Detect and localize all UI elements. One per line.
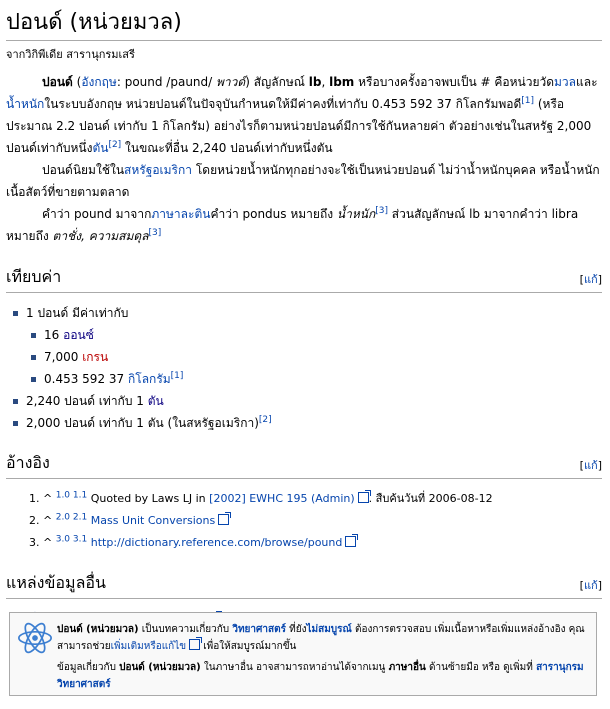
ton-link[interactable]: ตัน — [147, 394, 164, 408]
reference-link[interactable]: Mass Unit Conversions — [90, 514, 216, 527]
reference-link[interactable]: http://dictionary.reference.com/browse/pound — [90, 536, 343, 549]
external-link-icon — [358, 492, 369, 503]
edit-link[interactable]: แก้ — [583, 273, 598, 286]
ref-link[interactable]: [3] — [148, 228, 162, 238]
ref-link[interactable]: [1] — [170, 371, 184, 381]
list-item: 7,000 เกรน — [44, 347, 602, 367]
reference-item: 2. ^ $^{2.0 2.1}$ Mass Unit Conversions — [43, 511, 602, 531]
paragraph-usage: ปอนด์นิยมใช้ในสหรัฐอเมริกา โดยหน่วยน้ำหนักทุกอย่างจะใช้เป็นหน่วยปอนด์ ไม่ว่าน้ำหนักบุคคล หรือน้ำหนักเนื้อสัตว์ที่ขายตามตลาด — [6, 163, 600, 199]
ref-link[interactable]: [3] — [375, 206, 388, 216]
ref-link[interactable]: [2] — [108, 140, 122, 150]
edit-section-external: [แก้] — [579, 579, 602, 592]
section-heading-external: แหล่งข้อมูลอื่น [แก้] — [6, 571, 602, 599]
edit-section-compare: [แก้] — [579, 273, 602, 286]
stub-notice — [9, 612, 597, 696]
list-item: 2,240 ปอนด์ เท่ากับ 1 ตัน — [26, 391, 602, 411]
reference-item: 1. ^ $^{1.0 1.1}$ Quoted by Laws LJ in [2002] EWHC 195 (Admin) . สืบค้นวันที่ 2006-08-12 — [43, 489, 602, 509]
list-item: 2,000 ปอนด์ เท่ากับ 1 ตัน (ในสหรัฐอเมริกา)[2] — [26, 413, 602, 433]
references-list — [6, 489, 602, 553]
science-encyclopedia-link[interactable]: สารานุกรมวิทยาศาสตร์ — [57, 662, 584, 690]
reference-item: 3. ^ $^{3.0 3.1}$ http://dictionary.reference.com/browse/pound — [43, 533, 602, 553]
site-subtitle: จากวิกิพีเดีย สารานุกรมเสรี — [6, 48, 135, 61]
atom-icon — [16, 619, 54, 657]
latin-link[interactable]: ภาษาละติน — [151, 207, 211, 221]
kilogram-link[interactable]: กิโลกรัม — [127, 372, 171, 386]
edit-section-references: [แก้] — [579, 459, 602, 472]
compare-list — [6, 303, 602, 433]
ounce-link[interactable]: ออนซ์ — [63, 328, 94, 342]
lead-term: ปอนด์ — [42, 75, 73, 89]
paragraph-etymology: คำว่า pound มาจากภาษาละตินคำว่า pondus หมายถึง น้ำหนัก[3] ส่วนสัญลักษณ์ lb มาจากคำว่า libra หมายถึง ตาชั่ง, ความสมดุล[3] — [6, 206, 579, 243]
science-link[interactable]: วิทยาศาสตร์ — [232, 624, 286, 635]
weight-link[interactable]: น้ำหนัก — [6, 97, 45, 111]
pronunciation-note: พาวด์ — [216, 75, 246, 89]
external-link-icon — [345, 536, 356, 547]
grain-link[interactable]: เกรน — [82, 350, 109, 364]
external-link-icon — [189, 639, 200, 650]
ref-link[interactable]: [2] — [258, 415, 272, 425]
list-item: 1 ปอนด์ มีค่าเท่ากับ 16 ออนซ์ 7,000 เกรน 0.453 592 37 กิโลกรัม[1] — [26, 303, 602, 389]
external-link-icon — [218, 514, 229, 525]
page-title: ปอนด์ (หน่วยมวล) — [6, 0, 602, 41]
stub-line-2: ข้อมูลเกี่ยวกับ ปอนด์ (หน่วยมวล) ในภาษาอื่น อาจสามารถหาอ่านได้จากเมนู ภาษาอื่น ด้านซ้ายมือ หรือ ดูเพิ่มที่ สารานุกรมวิทยาศาสตร์ — [57, 662, 584, 690]
symbol-lb: lb — [308, 75, 322, 89]
pronunciation: : pound /paund/ — [116, 75, 213, 89]
ton-link[interactable]: ตัน — [92, 141, 109, 155]
edit-link[interactable]: แก้ — [583, 459, 598, 472]
edit-page-link[interactable]: เพิ่มเติมหรือแก้ไข — [110, 641, 187, 652]
section-heading-compare: เทียบค่า [แก้] — [6, 265, 602, 293]
incomplete-link[interactable]: ไม่สมบูรณ์ — [306, 624, 352, 635]
stub-line-1: ปอนด์ (หน่วยมวล) เป็นบทความเกี่ยวกับ วิทยาศาสตร์ ที่ยังไม่สมบูรณ์ ต้องการตรวจสอบ เพิ่มเนื้อหาหรือเพิ่มแหล่งอ้างอิง คุณสามารถช่วยเพิ่มเติมหรือแก้ไข เพื่อให้สมบูรณ์มากขึ้น — [57, 624, 585, 652]
reference-link[interactable]: [2002] EWHC 195 (Admin) — [209, 492, 355, 505]
english-link[interactable]: อังกฤษ — [81, 75, 117, 89]
symbol-lbm: lbm — [329, 75, 355, 89]
mass-link[interactable]: มวล — [554, 75, 577, 89]
ref-link[interactable]: [1] — [521, 96, 535, 106]
lead-paragraph: ปอนด์ (อังกฤษ: pound /paund/ พาวด์) สัญลักษณ์ lb, lbm หรือบางครั้งอาจพบเป็น # คือหน่วยวัดมวลและน้ำหนักในระบบอังกฤษ หน่วยปอนด์ในปัจจุบันกำหนดให้มีค่าคงที่เท่ากับ 0.453 592 37 กิโลกรัมพอดี[1] (หรือประมาณ 2.2 ปอนด์ เท่ากับ 1 กิโลกรัม) อย่างไรก็ตามหน่วยปอนด์มีการใช้กันหลายค่า ตัวอย่างเช่นในสหรัฐ 2,000 ปอนด์เท่ากับหนึ่งตัน[2] ในขณะที่อื่น 2,240 ปอนด์เท่ากับหนึ่งตัน — [6, 75, 598, 155]
list-item: 16 ออนซ์ — [44, 325, 602, 345]
section-heading-references: อ้างอิง [แก้] — [6, 451, 602, 479]
usa-link[interactable]: สหรัฐอเมริกา — [124, 163, 192, 177]
list-item: 0.453 592 37 กิโลกรัม[1] — [44, 369, 602, 389]
edit-link[interactable]: แก้ — [583, 579, 598, 592]
